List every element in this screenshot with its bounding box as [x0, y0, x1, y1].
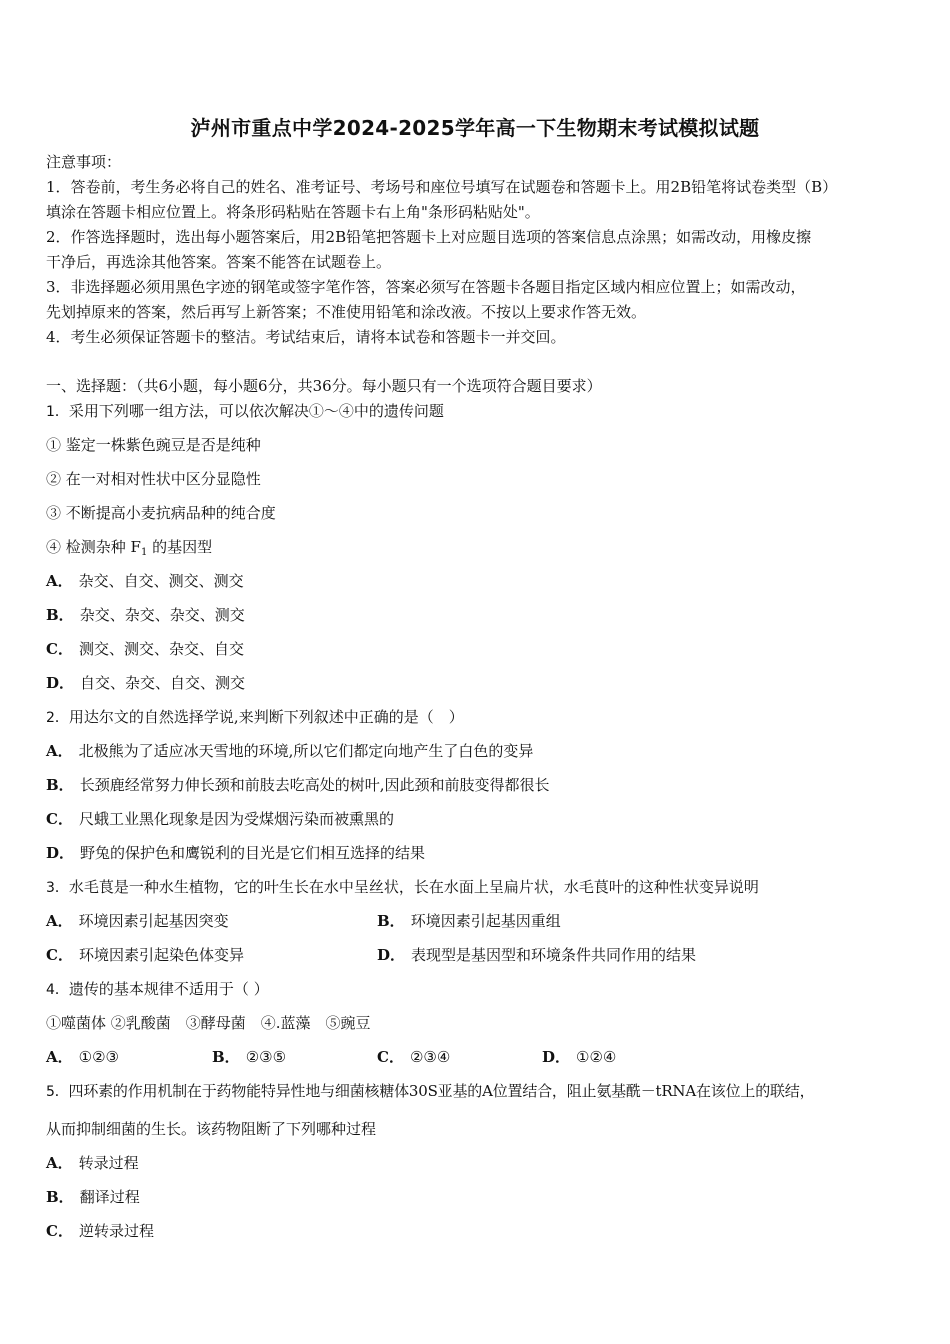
answer-option-a[interactable]: A． 环境因素引起基因突变 [46, 912, 229, 930]
question-stem-continued: 从而抑制细菌的生长。该药物阻断了下列哪种过程 [46, 1120, 377, 1138]
answer-option-c[interactable]: C． 逆转录过程 [46, 1222, 154, 1240]
notice-heading: 注意事项： [46, 153, 122, 171]
question-stem: 水毛茛是一种水生植物，它的叶生长在水中呈丝状，长在水面上呈扁片状，水毛茛叶的这种性状变异说明 [68, 878, 759, 896]
answer-option-a[interactable]: A． 转录过程 [46, 1154, 139, 1172]
notice-line: 先划掉原来的答案，然后再写上新答案；不准使用铅笔和涂改液。不按以上要求作答无效。 [46, 303, 647, 321]
question-4 [46, 979, 269, 1000]
question-5 [46, 1081, 814, 1102]
answer-option-c[interactable]: C． 测交、测交、杂交、自交 [46, 640, 244, 658]
question-3 [46, 877, 759, 898]
question-1 [46, 401, 444, 422]
q4-items: ①噬菌体 ②乳酸菌 ③酵母菌 ④.蓝藻 ⑤豌豆 [46, 1014, 371, 1032]
answer-option-b[interactable]: B． ②③⑤ [212, 1048, 287, 1066]
q1-item: ② 在一对相对性状中区分显隐性 [46, 470, 261, 488]
page-title: 泸州市重点中学2024-2025学年高一下生物期末考试模拟试题 [190, 116, 760, 140]
question-number: 3． [46, 880, 69, 896]
answer-option-b[interactable]: B． 翻译过程 [46, 1188, 140, 1206]
question-stem: 用达尔文的自然选择学说,来判断下列叙述中正确的是（ ） [68, 708, 464, 726]
answer-option-d[interactable]: D． 野兔的保护色和鹰锐利的目光是它们相互选择的结果 [46, 844, 426, 862]
answer-option-b[interactable]: B． 杂交、杂交、杂交、测交 [46, 606, 245, 624]
answer-option-a[interactable]: A． 北极熊为了适应冰天雪地的环境,所以它们都定向地产生了白色的变异 [46, 742, 534, 760]
answer-option-c[interactable]: C． 环境因素引起染色体变异 [46, 946, 244, 964]
question-number: 1． [46, 404, 69, 420]
notice-line: 1．答卷前，考生务必将自己的姓名、准考证号、考场号和座位号填写在试题卷和答题卡上。用2B铅笔将试卷类型（B） [46, 178, 838, 196]
question-stem: 采用下列哪一组方法，可以依次解决①～④中的遗传问题 [68, 402, 444, 420]
q1-item: ④ 检测杂种 $F_1$ 的基因型 [46, 538, 213, 558]
question-stem: 遗传的基本规律不适用于（ ） [68, 980, 269, 998]
notice-line: 2．作答选择题时，选出每小题答案后，用2B铅笔把答题卡上对应题目选项的答案信息点涂黑；如需改动，用橡皮擦 [46, 228, 812, 246]
question-number: 2． [46, 710, 69, 726]
section-heading: 一、选择题：（共6小题，每小题6分，共36分。每小题只有一个选项符合题目要求） [46, 377, 602, 395]
answer-option-a[interactable]: A． 杂交、自交、测交、测交 [46, 572, 244, 590]
notice-line: 4．考生必须保证答题卡的整洁。考试结束后，请将本试卷和答题卡一并交回。 [46, 328, 566, 346]
answer-option-b[interactable]: B． 长颈鹿经常努力伸长颈和前肢去吃高处的树叶,因此颈和前肢变得都很长 [46, 776, 550, 794]
question-number: 4． [46, 982, 69, 998]
answer-option-b[interactable]: B． 环境因素引起基因重组 [377, 912, 561, 930]
answer-option-a[interactable]: A． ①②③ [46, 1048, 119, 1066]
question-2 [46, 707, 464, 728]
notice-line: 填涂在答题卡相应位置上。将条形码粘贴在答题卡右上角"条形码粘贴处"。 [46, 203, 540, 221]
notice-line: 3．非选择题必须用黑色字迹的钢笔或签字笔作答，答案必须写在答题卡各题目指定区域内相应位置上；如需改动， [46, 278, 806, 296]
notice-line: 干净后，再选涂其他答案。答案不能答在试题卷上。 [46, 253, 392, 271]
answer-option-d[interactable]: D． 自交、杂交、自交、测交 [46, 674, 246, 692]
answer-option-c[interactable]: C． 尺蛾工业黑化现象是因为受煤烟污染而被熏黑的 [46, 810, 394, 828]
answer-option-d[interactable]: D． 表现型是基因型和环境条件共同作用的结果 [377, 946, 697, 964]
answer-option-c[interactable]: C． ②③④ [377, 1048, 451, 1066]
q1-item: ① 鉴定一株紫色豌豆是否是纯种 [46, 436, 261, 454]
question-stem: 四环素的作用机制在于药物能特异性地与细菌核糖体30S亚基的A位置结合，阻止氨基酰－tRNA在该位上的联结， [68, 1082, 815, 1100]
q1-item: ③ 不断提高小麦抗病品种的纯合度 [46, 504, 276, 522]
answer-option-d[interactable]: D． ①②④ [542, 1048, 617, 1066]
question-number: 5． [46, 1084, 69, 1100]
